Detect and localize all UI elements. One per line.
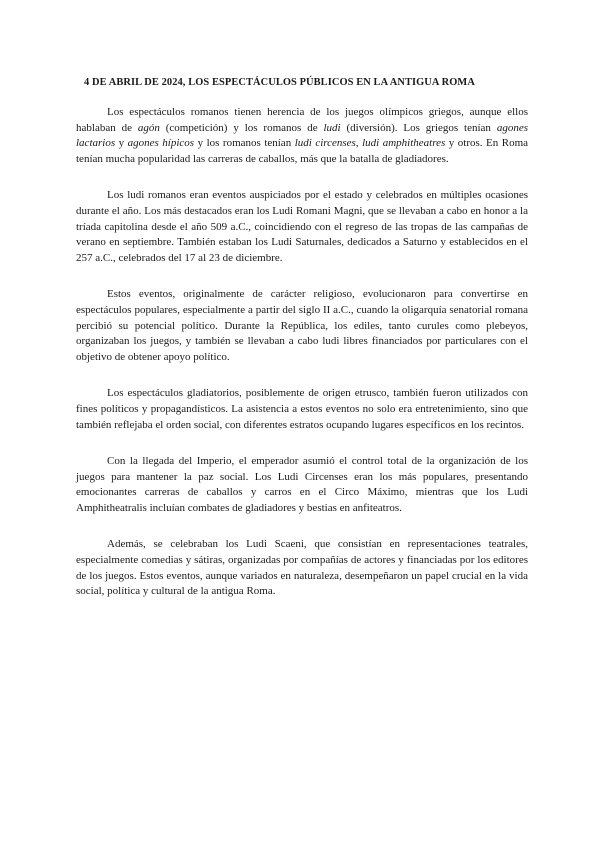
text-run: Los espectáculos romanos tienen herencia de los juegos olímpicos griegos, aunque ellos hablaban de bbox=[76, 106, 528, 134]
italic-term: agones hípicos bbox=[127, 137, 195, 150]
paragraph-6 bbox=[76, 537, 528, 599]
text-run: Con la llegada del Imperio, el emperador asumió el control total de la organización de los juegos para mantener la paz social. Los Ludi Circenses eran los más populares, presentando emocionantes carreras de caballos y carros en el Circo Máximo, mientras que los Ludi Amphitheatralis incluían combates de gladiadores y bestias en anfiteatros. bbox=[76, 455, 528, 514]
document-body bbox=[76, 105, 528, 621]
text-run: Los ludi romanos eran eventos auspiciados por el estado y celebrados en múltiples ocasiones durante el año. Los más destacados eran los Ludi Romani Magni, que se llevaban a cabo en honor a la tríada capitolina desde el año 509 a.C., coincidiendo con el regreso de las tropas de las campañas de verano en septiembre. También estaban los Ludi Saturnales, dedicados a Saturno y establecidos en el 257 a.C., celebrados del 17 al 23 de diciembre. bbox=[76, 189, 528, 264]
paragraph-4 bbox=[76, 386, 528, 433]
paragraph-2 bbox=[76, 188, 528, 266]
document-title: 4 DE ABRIL DE 2024, LOS ESPECTÁCULOS PÚBLICOS EN LA ANTIGUA ROMA bbox=[84, 77, 475, 88]
text-run: y otros. En Roma tenían mucha popularidad las carreras de caballos, más que la batalla de gladiadores. bbox=[76, 137, 529, 165]
paragraph-3 bbox=[76, 287, 528, 365]
italic-term: agón bbox=[137, 121, 160, 134]
text-run: y los romanos tenían bbox=[194, 137, 295, 150]
italic-term: ludi bbox=[323, 121, 341, 134]
paragraph-5 bbox=[76, 454, 528, 516]
italic-term: ludi amphitheatres bbox=[362, 137, 446, 150]
text-run: Estos eventos, originalmente de carácter religioso, evolucionaron para convertirse en espectáculos populares, especialmente a partir del siglo II a.C., cuando la oligarquía senatorial romana percibió su potencial político. Durante la República, los ediles, tanto curules como plebeyos, organizaban los juegos, y también se llevaban a cabo ludi libres financiados por particulares con el objetivo de obtener apoyo político. bbox=[76, 288, 528, 363]
italic-term: ludi circenses bbox=[294, 137, 356, 150]
italic-term: agones lactarios bbox=[76, 121, 528, 150]
text-run: (diversión). Los griegos tenían bbox=[340, 121, 497, 134]
text-run: Los espectáculos gladiatorios, posiblemente de origen etrusco, también fueron utilizados con fines políticos y propagandísticos. La asistencia a estos eventos no solo era entretenimiento, sino que también reflejaba el orden social, con diferentes estratos ocupando lugares específicos en los recintos. bbox=[76, 387, 528, 431]
text-run: y bbox=[115, 137, 128, 150]
text-run: , bbox=[355, 137, 363, 150]
text-run: (competición) y los romanos de bbox=[159, 121, 324, 134]
text-run: Además, se celebraban los Ludi Scaeni, que consistían en representaciones teatrales, especialmente comedias y sátiras, organizadas por compañías de actores y financiadas por los editores de los juegos. Estos eventos, aunque variados en naturaleza, desempeñaron un papel crucial en la vida social, política y cultural de la antigua Roma. bbox=[76, 538, 528, 598]
paragraph-1 bbox=[76, 105, 528, 167]
